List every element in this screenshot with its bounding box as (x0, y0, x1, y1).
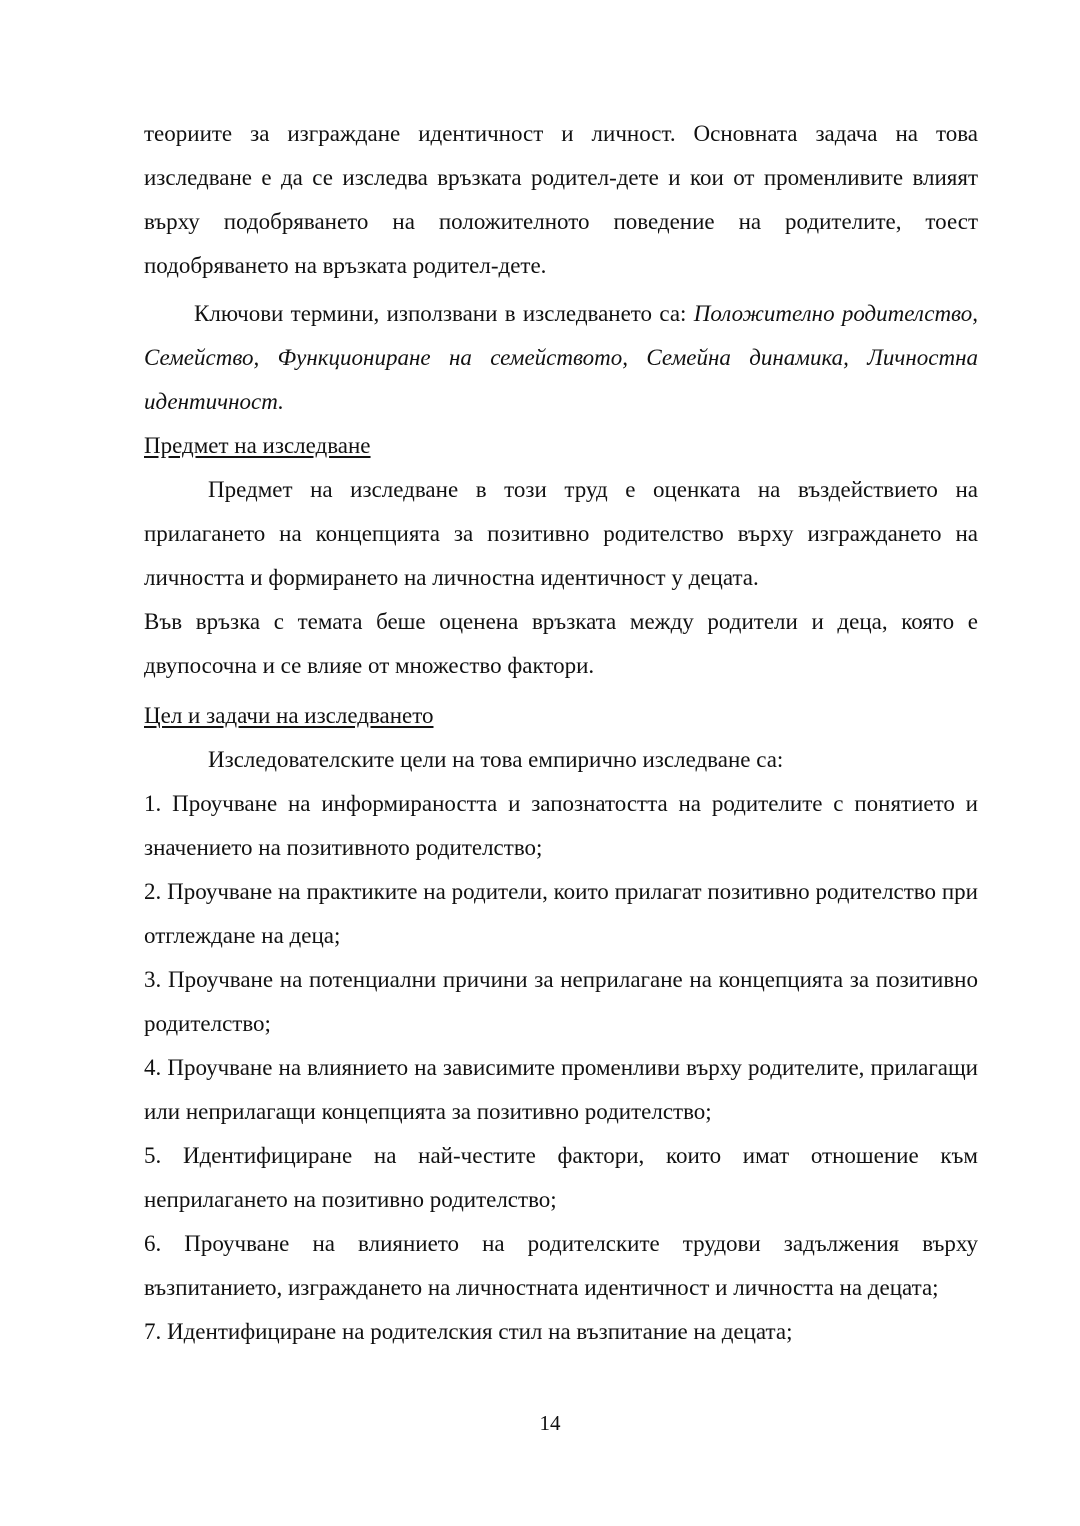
list-item: 4. Проучване на влиянието на зависимите променливи върху родителите, прилагащи или неприлагащи концепцията за позитивно родителство; (144, 1055, 978, 1124)
page-number: 14 (539, 1411, 561, 1435)
subject-paragraph-2: Във връзка с темата беше оценена връзката между родители и деца, която е двупосочна и се влияе от множество фактори. (144, 609, 978, 678)
subject-heading: Предмет на изследване (144, 433, 371, 458)
document-page (144, 112, 978, 1354)
goals-list (144, 782, 978, 1354)
keywords-lead: Ключови термини, използвани в изследването са: (194, 301, 694, 326)
list-item: 5. Идентифициране на най-честите фактори, които имат отношение към неприлагането на позитивно родителство; (144, 1143, 978, 1212)
keywords-paragraph (144, 292, 978, 424)
list-item: 1. Проучване на информираността и запознатостта на родителите с понятието и значението на позитивното родителство; (144, 791, 978, 860)
subject-paragraph-1: Предмет на изследване в този труд е оценката на въздействието на прилагането на концепцията за позитивно родителство върху изграждането на личността и формирането на личностна идентичност у децата. (144, 477, 978, 590)
intro-paragraph: теориите за изграждане идентичност и личност. Основната задача на това изследване е да се изследва връзката родител-дете и кои от променливите влияят върху подобряването на положителното поведение на родителите, тоест подобряването на връзката родител-дете. (144, 121, 978, 278)
goals-intro: Изследователските цели на това емпирично изследване са: (208, 747, 784, 772)
list-item: 2. Проучване на практиките на родители, които прилагат позитивно родителство при отглеждане на деца; (144, 879, 978, 948)
list-item: 6. Проучване на влиянието на родителските трудови задължения върху възпитанието, изграждането на личностната идентичност и личността на децата; (144, 1231, 978, 1300)
list-item: 7. Идентифициране на родителския стил на възпитание на децата; (144, 1319, 793, 1344)
list-item: 3. Проучване на потенциални причини за неприлагане на концепцията за позитивно родителство; (144, 967, 978, 1036)
keywords-terms: Положително родителство, Семейство, Функциониране на семейството, Семейна динамика, Личностна идентичност. (144, 301, 978, 414)
goals-heading: Цел и задачи на изследването (144, 703, 434, 728)
